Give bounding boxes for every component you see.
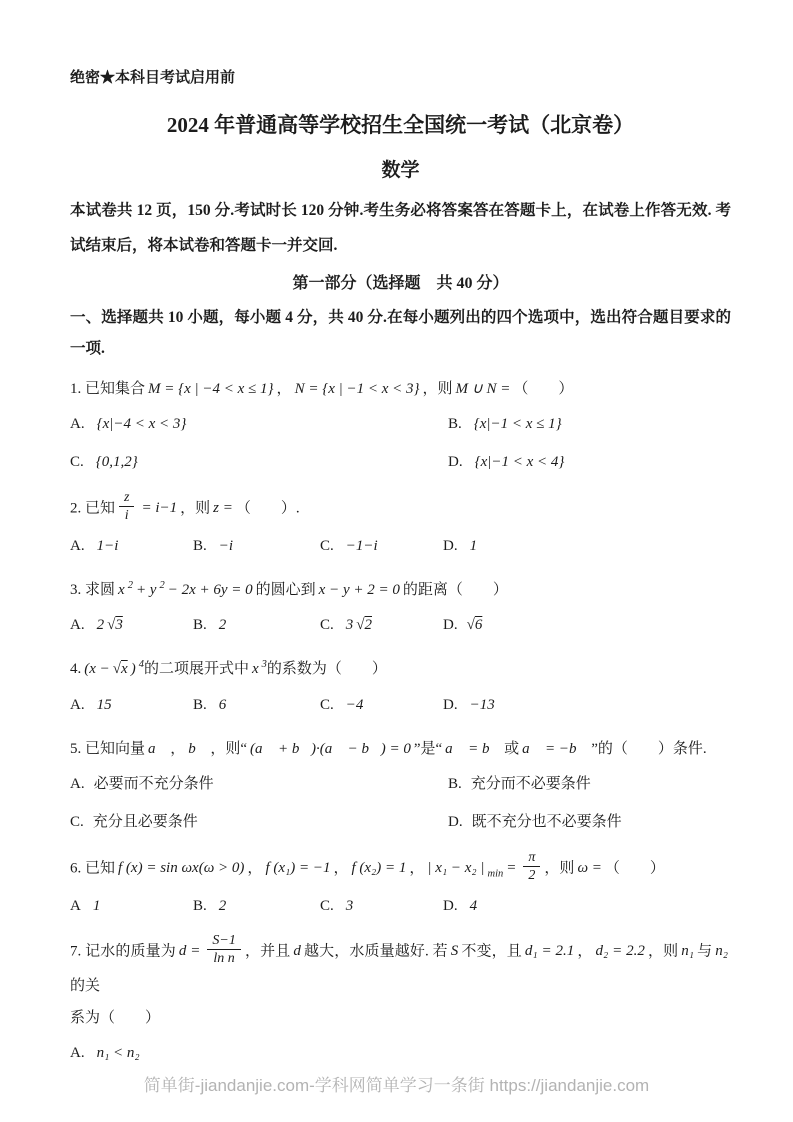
text-run: x [118, 581, 125, 598]
text-run: 1 [92, 897, 101, 914]
text-run: ，则 [544, 859, 575, 876]
option-label: A. [70, 696, 85, 713]
text-run: 2 [218, 897, 227, 914]
option-3-C [320, 606, 443, 644]
text-run: ，则 [422, 380, 453, 397]
option-text [471, 416, 565, 432]
question-5-stem [70, 733, 731, 765]
option-5-D [448, 803, 731, 841]
text-run: 3 [345, 897, 354, 914]
radical: √6 [466, 617, 483, 633]
option-text [343, 617, 372, 633]
option-1-B [448, 405, 731, 443]
option-label: D. [443, 617, 458, 633]
option-label: C. [320, 537, 334, 554]
question-3-stem [70, 574, 731, 606]
option-7-A [70, 1034, 193, 1072]
text-run: ”的（ ）条件. [591, 740, 707, 757]
question-6 [70, 851, 731, 925]
option-label: C. [320, 897, 334, 914]
text-run: d₁ = 2.1 [524, 943, 575, 960]
text-run: a⃗ = −b⃗ [522, 740, 589, 757]
option-label: D. [443, 537, 458, 554]
option-4-B [193, 686, 320, 724]
text-run: {x|−1 < x ≤ 1} [473, 416, 562, 432]
question-1-options [70, 405, 731, 482]
option-text [94, 416, 190, 432]
text-run: 5. 已知向量 [70, 740, 146, 757]
option-4-D [443, 686, 731, 724]
text-run: 的距离（ ） [402, 581, 508, 598]
question-3 [70, 574, 731, 645]
option-label: D. [448, 814, 463, 831]
text-run: 不变，且 [461, 943, 522, 960]
text-run: 充分且必要条件 [92, 814, 198, 831]
text-run: ”是“ [413, 740, 443, 757]
question-6-stem [70, 851, 731, 887]
text-run: = [506, 859, 517, 876]
question-1 [70, 373, 731, 482]
text-run: （ ） [513, 380, 574, 397]
option-label: A. [70, 776, 85, 792]
option-label: D. [448, 454, 463, 471]
question-5-options [70, 765, 731, 842]
text-run: x − y + 2 = 0 [318, 581, 400, 598]
text-run: | x₁ − x₂ | [427, 859, 485, 876]
option-text [94, 1045, 143, 1061]
question-1-stem [70, 373, 731, 405]
text-run: 7. 记水的质量为 [70, 943, 176, 960]
option-label: A. [70, 416, 85, 432]
option-4-C [320, 686, 443, 724]
text-run: 充分而不必要条件 [470, 776, 591, 792]
question-3-options [70, 606, 731, 644]
option-label: C. [320, 696, 334, 713]
text-run: 必要而不充分条件 [93, 776, 214, 792]
option-3-B [193, 606, 320, 644]
superscript: 4 [138, 659, 144, 671]
text-run: 或 [504, 740, 520, 757]
text-run: −1−i [345, 537, 378, 554]
section-directions: 一、选择题共 10 小题，每小题 4 分，共 40 分.在每小题列出的四个选项中，选出符合题目要求的一项. [70, 308, 731, 357]
option-6-D [443, 887, 731, 925]
text-run: 1 [469, 537, 478, 554]
text-run: x [251, 661, 259, 678]
option-label: C. [70, 814, 84, 831]
radical: √2 [356, 617, 372, 633]
text-run: 的二项展开式中 [143, 661, 249, 678]
option-6-A [70, 887, 193, 925]
subscript: min [487, 867, 504, 879]
option-text [94, 538, 122, 554]
text-run: ，则 [180, 499, 211, 516]
option-4-A [70, 686, 193, 724]
question-6-options [70, 887, 731, 925]
option-text [216, 617, 230, 633]
text-run: −4 [345, 696, 364, 713]
option-label: B. [193, 696, 207, 713]
question-7-stem-continued: 系为（ ） [70, 1010, 161, 1026]
text-run: n₁ [681, 943, 694, 960]
option-text [472, 814, 622, 830]
text-run: {0,1,2} [95, 454, 138, 471]
option-text [216, 898, 230, 914]
text-run: (x − [84, 661, 110, 678]
option-text [90, 898, 104, 914]
option-text [467, 697, 498, 713]
option-text [94, 617, 123, 633]
option-label: D. [443, 897, 458, 914]
text-run: −13 [469, 696, 495, 713]
option-label: A. [70, 537, 85, 554]
text-run: 与 [696, 943, 713, 960]
superscript: 2 [127, 579, 133, 591]
radical: √3 [107, 617, 123, 633]
option-1-D [448, 443, 731, 481]
question-4-stem [70, 653, 731, 685]
question-7 [70, 934, 731, 1073]
option-6-B [193, 887, 320, 925]
text-run: d [293, 943, 301, 960]
text-run: ， [276, 380, 292, 397]
fraction: $\frac{\pi}{2}$ [523, 849, 540, 885]
text-run: 的系数为（ ） [266, 661, 387, 678]
text-run: 4 [469, 897, 478, 914]
option-label: B. [448, 416, 462, 432]
text-run: 越大，水质量越好. 若 [303, 943, 448, 960]
text-run: d = [178, 943, 201, 960]
text-run: (a⃗ + b⃗)·(a⃗ − b⃗) = 0 [250, 740, 411, 757]
option-5-B [448, 765, 731, 803]
text-run: （ ） [604, 859, 665, 876]
text-run: a⃗ = b⃗ [445, 740, 502, 757]
option-text [343, 898, 357, 914]
option-2-C [320, 527, 443, 565]
question-2-options [70, 527, 731, 565]
text-run: = i−1 [141, 499, 178, 516]
option-3-D [443, 606, 731, 644]
text-run: −i [218, 537, 234, 554]
question-2 [70, 491, 731, 565]
option-text [93, 454, 141, 470]
exam-title: 2024 年普通高等学校招生全国统一考试（北京卷） [166, 113, 635, 137]
text-run: 6. 已知 [70, 859, 116, 876]
text-run: M = {x | −4 < x ≤ 1} [148, 380, 274, 397]
section-heading: 第一部分（选择题 共 40 分） [292, 274, 509, 292]
text-run: S [450, 943, 459, 960]
option-2-D [443, 527, 731, 565]
fraction: $\frac{S-1}{\text{ln n}}$ [207, 932, 240, 968]
text-run: a⃗ [148, 740, 168, 757]
option-label: B. [193, 897, 207, 914]
question-7-options [70, 1034, 731, 1072]
option-label: C. [70, 454, 84, 471]
option-label: A [70, 897, 81, 914]
text-run: 的圆心到 [255, 581, 316, 598]
text-run: 2 [96, 617, 105, 633]
text-run: ， [577, 943, 593, 960]
question-7-stem [70, 934, 731, 1002]
superscript: 3 [261, 659, 267, 671]
option-text [216, 697, 230, 713]
text-run: z = [213, 499, 233, 516]
text-run: f (x₂) = 1 [351, 859, 407, 876]
option-2-A [70, 527, 193, 565]
question-5 [70, 733, 731, 842]
text-run: ， [247, 859, 263, 876]
option-text [467, 898, 481, 914]
option-6-C [320, 887, 443, 925]
option-text [94, 697, 115, 713]
option-text [94, 776, 214, 792]
text-run: ) [130, 661, 136, 678]
text-run: （ ）. [235, 499, 300, 516]
text-run: N = {x | −1 < x < 3} [294, 380, 420, 397]
text-run: 3 [345, 617, 354, 633]
text-run: ， [170, 740, 186, 757]
text-run: n₂ [715, 943, 728, 960]
question-2-stem [70, 491, 731, 527]
text-run: f (x₁) = −1 [265, 859, 331, 876]
option-label: B. [193, 537, 207, 554]
option-5-A [70, 765, 448, 803]
fraction: $\frac{z}{i}$ [119, 489, 134, 525]
text-run: f (x) = sin ωx(ω > 0) [118, 859, 245, 876]
question-4-options [70, 686, 731, 724]
text-run: ，则“ [210, 740, 248, 757]
option-label: A. [70, 617, 85, 633]
text-run: 既不充分也不必要条件 [471, 814, 622, 831]
exam-subtitle: 数学 [381, 160, 420, 181]
option-label: B. [448, 776, 462, 792]
text-run: ， [333, 859, 349, 876]
text-run: 的关 [70, 977, 101, 994]
option-text [93, 814, 198, 830]
text-run: 3. 求圆 [70, 581, 116, 598]
text-run: M ∪ N = [455, 380, 511, 397]
option-2-B [193, 527, 320, 565]
option-1-A [70, 405, 448, 443]
text-run: d₂ = 2.2 [595, 943, 645, 960]
text-run: 6 [218, 696, 227, 713]
option-text [343, 538, 381, 554]
option-text [471, 776, 591, 792]
option-label: A. [70, 1045, 85, 1062]
text-run: ω = [577, 859, 602, 876]
superscript: 2 [159, 579, 165, 591]
text-run: ，并且 [244, 943, 291, 960]
exam-instructions: 本试卷共 12 页，150 分.考试时长 120 分钟.考生务必将答案答在答题卡上，在试卷上作答无效. 考试结束后，将本试卷和答题卡一并交回. [70, 202, 731, 254]
text-run: ， [409, 859, 425, 876]
option-text [216, 538, 236, 554]
text-run: 2 [218, 617, 227, 633]
radical: √x [112, 661, 128, 678]
option-text [343, 697, 367, 713]
option-3-A [70, 606, 193, 644]
option-label: B. [193, 617, 207, 633]
footer-watermark: 简单街-jiandanjie.com-学科网简单学习一条街 https://jiandanjie.com [143, 1076, 650, 1095]
text-run: {x|−1 < x < 4} [474, 454, 565, 471]
text-run: 1−i [96, 537, 119, 554]
text-run: 15 [96, 696, 112, 713]
text-run: 4. [70, 661, 82, 678]
option-label: D. [443, 696, 458, 713]
option-text [472, 454, 568, 470]
option-text [467, 617, 483, 633]
question-4 [70, 653, 731, 724]
option-text [467, 538, 481, 554]
text-run: ，则 [647, 943, 679, 960]
secrecy-notice: 绝密★本科目考试启用前 [70, 70, 236, 86]
text-run: n₁ < n₂ [96, 1045, 140, 1062]
text-run: 1. 已知集合 [70, 380, 146, 397]
option-5-C [70, 803, 448, 841]
text-run: 2. 已知 [70, 499, 116, 516]
text-run: b⃗ [188, 740, 208, 757]
text-run: − 2x + 6y = 0 [167, 581, 253, 598]
option-1-C [70, 443, 448, 481]
text-run: {x|−4 < x < 3} [96, 416, 187, 432]
text-run: + y [135, 581, 157, 598]
option-label: C. [320, 617, 334, 633]
